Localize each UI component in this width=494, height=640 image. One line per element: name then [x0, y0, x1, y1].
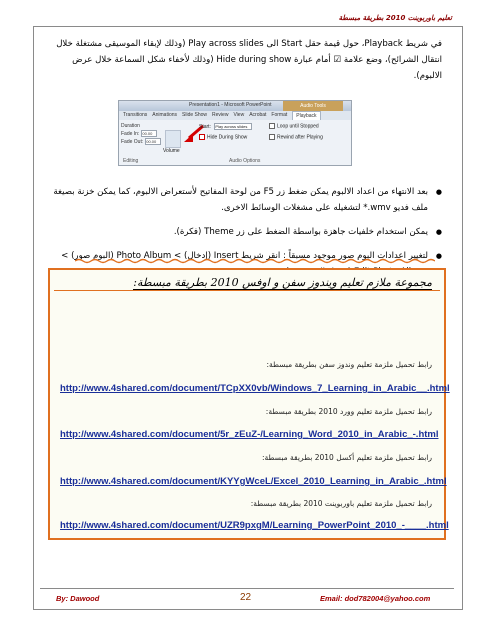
- bullet-item: ● بعد الانتهاء من اعداد الالبوم يمكن ضغط زر F5 من لوحة المفاتيح لأستعراض الالبوم، كما يمكن خزنة بصيغة ملف فديو wmv.* لتشغيله على مشغلات الوسائط الاخرى.: [50, 184, 442, 216]
- ss-hide-option: Hide During Show: [199, 134, 247, 140]
- ss-tab[interactable]: Acrobat: [249, 112, 267, 118]
- wavy-divider: [75, 258, 435, 264]
- ss-volume-label: Volume: [163, 148, 180, 154]
- ss-loop-checkbox[interactable]: [269, 123, 275, 129]
- ss-audio-tools: Audio Tools: [283, 101, 343, 111]
- ss-start-option: Start: Play across slides: [199, 123, 252, 130]
- ss-tab-playback[interactable]: Playback: [292, 111, 320, 120]
- ss-fade-out-input[interactable]: 00.00: [145, 138, 161, 145]
- link-description: رابط تحميل ملزمة تعليم وورد 2010 بطريقة مبسطة:: [265, 407, 432, 416]
- page-number: 22: [240, 592, 252, 603]
- ss-tab[interactable]: Review: [212, 112, 229, 118]
- ss-rewind-option: Rewind after Playing: [269, 134, 323, 140]
- ss-ribbon-body: [119, 120, 351, 165]
- link-description: رابط تحميل ملزمة تعليم وندوز سفن بطريقة مبسطة:: [266, 360, 432, 369]
- header-divider: [40, 26, 454, 27]
- bullet-item: ● يمكن استخدام خلفيات جاهزة بواسطة الضغط على زر Theme (فكرة).: [50, 224, 442, 240]
- links-title: مجموعة ملازم تعليم ويندوز سفن و اوفس 2010 بطريقة مبسطة:: [133, 276, 432, 289]
- intro-paragraph: في شريط Playback، حول قيمة حقل Start الى Play across slides (وذلك لإبقاء الموسيقى مشتغلة خلال انتقال الشرائح)، وضع علامة ☑ أمام عبارة Hide during show (وذلك لأخفاء شكل السماعة خلال عرض الالبوم).: [56, 39, 442, 81]
- link-description: رابط تحميل ملزمة تعليم أكسل 2010 بطريقة مبسطة:: [261, 453, 432, 462]
- ss-fade-in-input[interactable]: 00.00: [141, 130, 157, 137]
- ss-audio-options-label: Audio Options: [229, 158, 261, 164]
- footer-author: By: Dawood: [56, 594, 100, 603]
- download-links-box: [48, 268, 450, 540]
- bullet-item: ● لتغيير اعدادات البوم صور موجود مسبقاً : انقر شريط Insert (إدخال) > Photo Album (البوم صور) >: [50, 248, 442, 280]
- link-description: رابط تحميل ملزمة تعليم باوربوينت 2010 بطريقة مبسطة:: [250, 499, 432, 508]
- footer-divider: [40, 588, 454, 589]
- ss-tab[interactable]: Slide Show: [182, 112, 208, 118]
- ss-fade-out: Fade Out: 00.00: [121, 138, 161, 146]
- ribbon-screenshot: [118, 100, 352, 166]
- ss-tabs: [119, 111, 351, 120]
- links-divider: [54, 290, 440, 291]
- ss-tab[interactable]: View: [233, 112, 245, 118]
- ss-loop-option: Loop until Stopped: [269, 123, 319, 129]
- download-link-powerpoint2010[interactable]: http://www.4shared.com/document/UZR9pxgM/Learning_PowerPoint_2010_-____.html: [60, 520, 449, 531]
- ss-editing-group: [121, 122, 161, 146]
- ss-duration-label: Duration: [121, 123, 140, 129]
- download-link-excel2010[interactable]: http://www.4shared.com/document/KYYgWceL/Excel_2010_Learning_in_Arabic_.html: [60, 476, 447, 487]
- ss-start-select[interactable]: Play across slides: [214, 123, 252, 130]
- ss-tab[interactable]: Animations: [152, 112, 178, 118]
- download-link-windows7[interactable]: http://www.4shared.com/document/TCpXX0vb/Windows_7_Learning_in_Arabic__.html: [60, 383, 450, 394]
- ss-window-title: Presentation1 - Microsoft PowerPoint: [189, 102, 272, 108]
- download-link-word2010[interactable]: http://www.4shared.com/document/5r_zEuZ-/Learning_Word_2010_in_Arabic_-.html: [60, 429, 439, 440]
- ss-titlebar: [119, 101, 351, 111]
- ss-tab[interactable]: Format: [271, 112, 288, 118]
- header-title: تعليم باوربوينت 2010 بطريقة مبسطة: [338, 14, 452, 22]
- footer-email: Email: dod782004@yahoo.com: [320, 594, 431, 603]
- ss-volume-icon[interactable]: [165, 130, 181, 148]
- ss-editing-label: Editing: [123, 158, 139, 164]
- ss-rewind-checkbox[interactable]: [269, 134, 275, 140]
- ss-hide-checkbox[interactable]: [199, 134, 205, 140]
- ss-tab[interactable]: Transitions: [123, 112, 148, 118]
- ss-fade-in: Fade In: 00.00: [121, 130, 161, 138]
